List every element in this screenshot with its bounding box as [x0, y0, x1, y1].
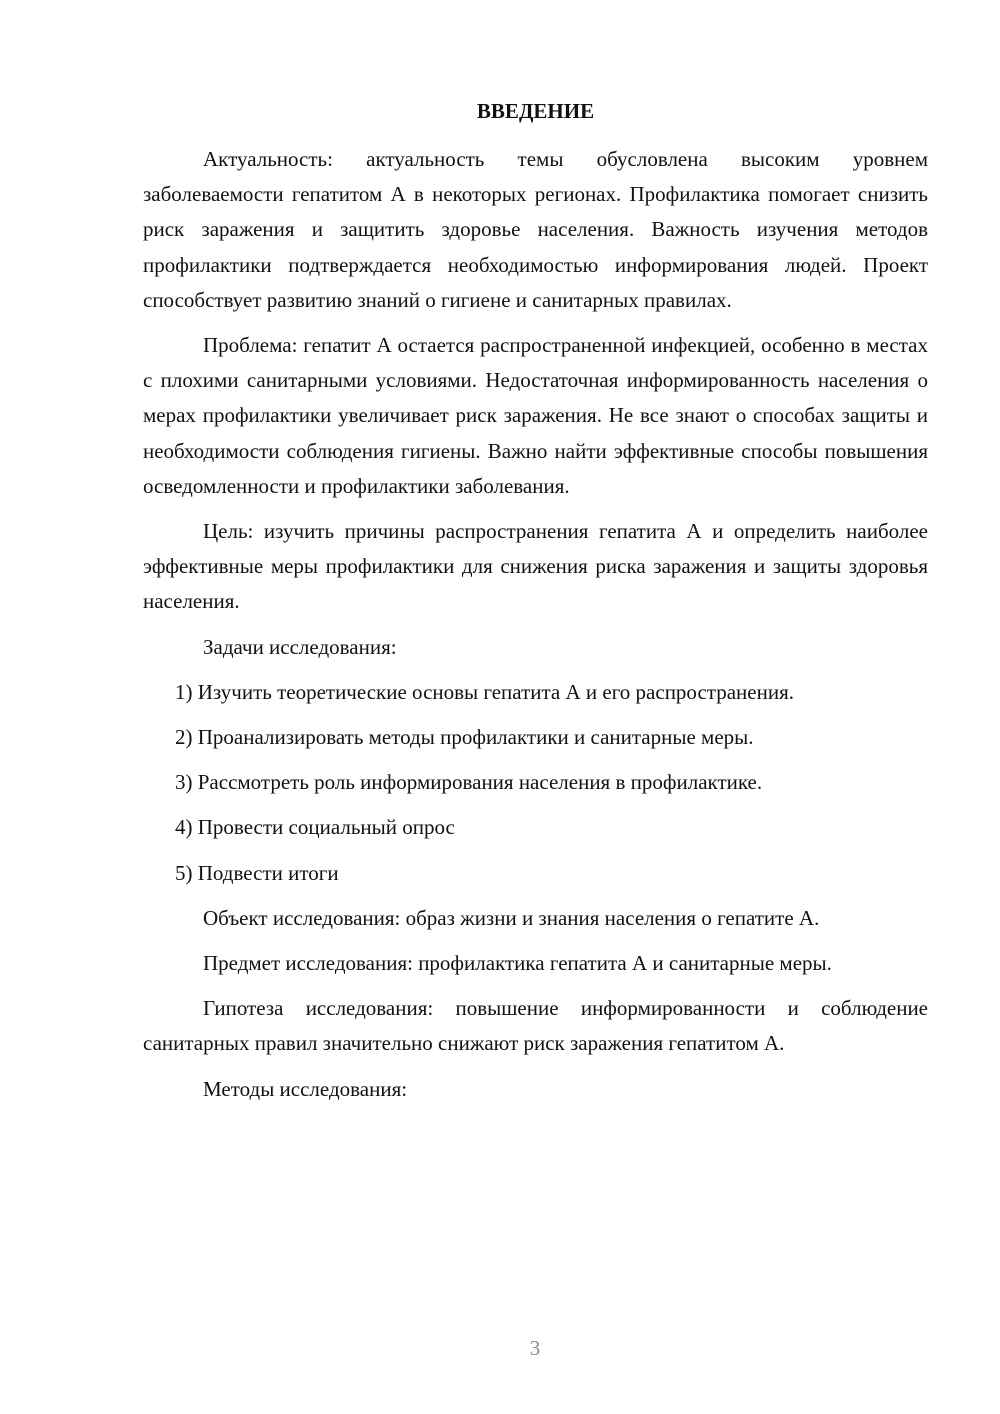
- problem-paragraph: Проблема: гепатит А остается распространенной инфекцией, особенно в местах с плохими санитарными условиями. Недостаточная информированность населения о мерах профилактики увеличивает риск заражения. Не все знают о способах защиты и необходимости соблюдения гигиены. Важно найти эффективные способы повышения осведомленности и профилактики заболевания.: [143, 333, 928, 498]
- tasks-list: [143, 675, 928, 891]
- methods-heading: Методы исследования:: [203, 1076, 408, 1101]
- page-number: 3: [529, 1336, 541, 1360]
- object-paragraph: Объект исследования: образ жизни и знания населения о гепатите А.: [203, 905, 820, 930]
- page-title: ВВЕДЕНИЕ: [476, 99, 595, 123]
- subject-paragraph: Предмет исследования: профилактика гепатита А и санитарные меры.: [203, 951, 832, 976]
- list-item: 3) Рассмотреть роль информирования населения в профилактике.: [175, 770, 763, 795]
- hypothesis-paragraph: Гипотеза исследования: повышение информированности и соблюдение санитарных правил значительно снижают риск заражения гепатитом А.: [143, 996, 928, 1056]
- tasks-heading: Задачи исследования:: [203, 634, 397, 659]
- list-item: 5) Подвести итоги: [175, 860, 339, 885]
- document-body: [143, 142, 928, 1107]
- goal-paragraph: Цель: изучить причины распространения гепатита А и определить наиболее эффективные меры профилактики для снижения риска заражения и защиты здоровья населения.: [143, 519, 928, 614]
- list-item: 4) Провести социальный опрос: [175, 815, 455, 840]
- relevance-paragraph: Актуальность: актуальность темы обусловлена высоким уровнем заболеваемости гепатитом А в некоторых регионах. Профилактика помогает снизить риск заражения и защитить здоровье населения. Важность изучения методов профилактики подтверждается необходимостью информирования людей. Проект способствует развитию знаний о гигиене и санитарных правилах.: [143, 147, 928, 312]
- list-item: 2) Проанализировать методы профилактики и санитарные меры.: [175, 725, 754, 750]
- list-item: 1) Изучить теоретические основы гепатита А и его распространения.: [175, 679, 794, 704]
